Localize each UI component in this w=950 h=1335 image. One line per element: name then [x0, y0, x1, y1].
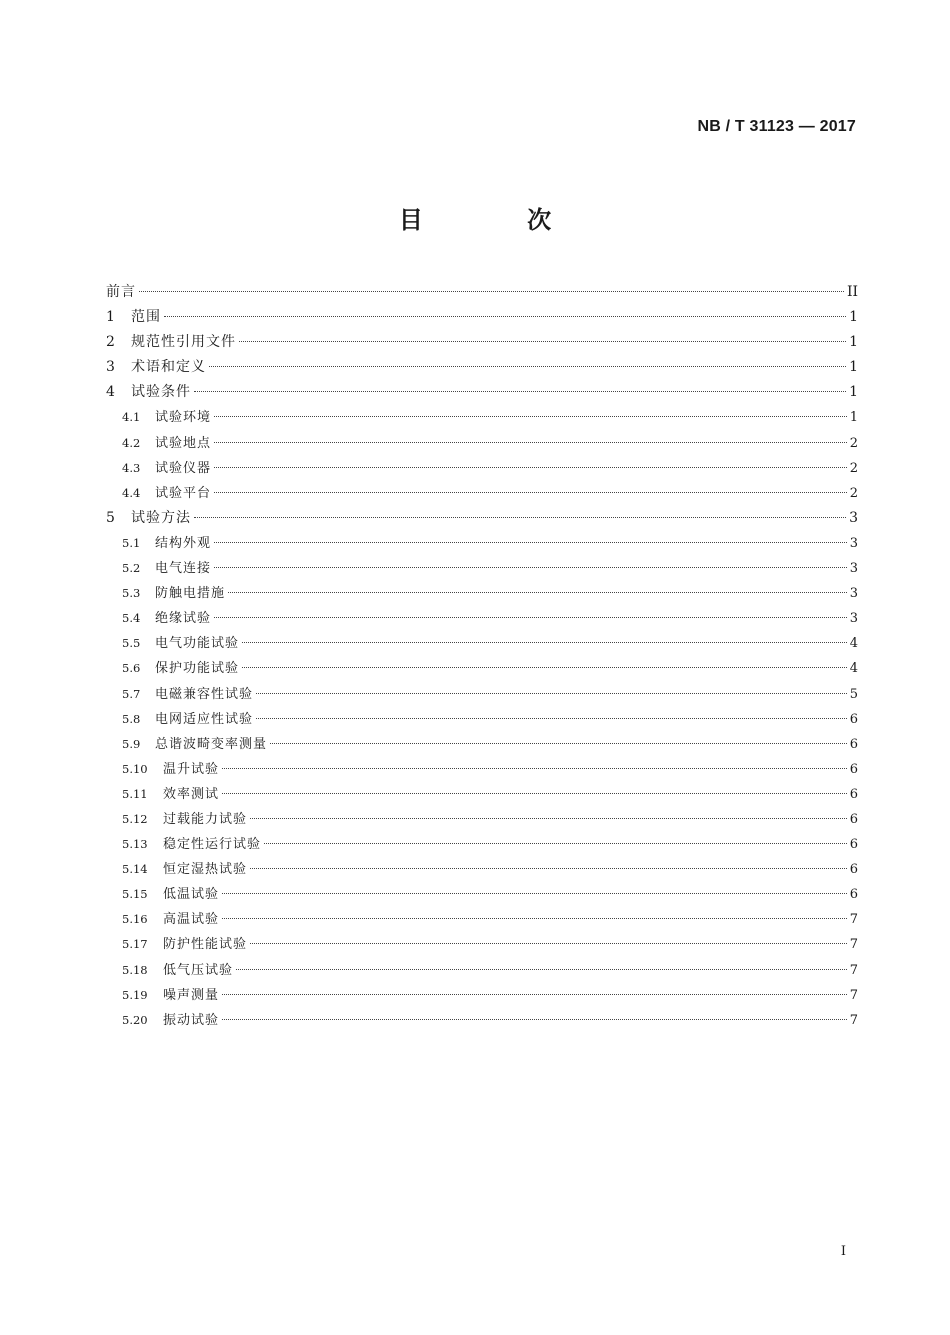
- toc-leader-dots: [236, 956, 847, 970]
- toc-entry-number: 5.9: [122, 736, 141, 751]
- toc-entry-title: 试验平台: [155, 485, 212, 501]
- toc-entry-number: 4.4: [122, 485, 141, 500]
- toc-leader-dots: [222, 755, 847, 769]
- toc-leader-dots: [214, 479, 847, 493]
- toc-entry-number: 1: [106, 309, 115, 326]
- toc-leader-dots: [214, 403, 847, 417]
- toc-entry-number: 5.11: [122, 786, 148, 801]
- toc-entry-title: 试验仪器: [155, 460, 212, 476]
- toc-entry-number: 5.7: [122, 686, 141, 701]
- page-title: 目 次: [398, 206, 600, 234]
- toc-entry-title: 防护性能试验: [163, 937, 248, 953]
- toc-entry-page: 7: [849, 912, 858, 928]
- toc-entry-number: 5.5: [122, 636, 141, 651]
- standard-number: NB / T 31123 — 2017: [697, 118, 856, 135]
- toc-entry-number: 5.19: [122, 987, 148, 1002]
- toc-leader-dots: [222, 780, 847, 794]
- toc-entry-title: 过载能力试验: [163, 811, 248, 827]
- toc-leader-dots: [214, 554, 847, 568]
- toc-entry-title: 范围: [131, 309, 161, 326]
- toc-leader-dots: [242, 654, 847, 668]
- toc-entry-page: 1: [849, 384, 858, 401]
- toc-entry-number: 3: [106, 359, 115, 376]
- toc-entry-page: 2: [849, 485, 858, 501]
- toc-entry-page: 7: [849, 987, 858, 1003]
- toc-entry-title: 效率测试: [163, 786, 220, 802]
- toc-leader-dots: [222, 1006, 847, 1020]
- toc-entry-number: 5.2: [122, 561, 141, 576]
- toc-entry-number: 5.1: [122, 535, 141, 550]
- toc-entry-number: 5.4: [122, 611, 141, 626]
- toc-entry-number: 5.10: [122, 761, 148, 776]
- toc-entry-page: 2: [849, 435, 858, 451]
- toc-entry-page: II: [846, 284, 858, 300]
- toc-entry-number: 5.17: [122, 937, 148, 952]
- toc-entry-page: 6: [849, 711, 858, 727]
- toc-leader-dots: [139, 277, 844, 292]
- toc-entry-title: 电磁兼容性试验: [155, 686, 254, 702]
- toc-entry-page: 1: [849, 309, 858, 326]
- toc-entry-title: 结构外观: [155, 535, 212, 551]
- toc-leader-dots: [194, 377, 846, 392]
- toc-entry-page: 7: [849, 962, 858, 978]
- toc-leader-dots: [250, 930, 847, 944]
- toc-leader-dots: [164, 302, 846, 317]
- toc-entry-title: 试验环境: [155, 410, 212, 426]
- toc-entry-page: 6: [849, 811, 858, 827]
- toc-leader-dots: [242, 629, 847, 643]
- toc-entry-page: 3: [849, 586, 858, 602]
- table-of-contents: [106, 281, 858, 1034]
- toc-entry-number: 5.3: [122, 586, 141, 601]
- toc-entry-title: 试验方法: [131, 509, 191, 526]
- toc-entry-number: 5.13: [122, 837, 148, 852]
- toc-entry-page: 2: [849, 460, 858, 476]
- toc-leader-dots: [214, 454, 847, 468]
- toc-entry-title: 振动试验: [163, 1012, 220, 1028]
- toc-entry-title: 低气压试验: [163, 962, 234, 978]
- toc-entry-number: 5: [106, 509, 115, 526]
- toc-leader-dots: [250, 805, 847, 819]
- toc-entry-page: 7: [849, 937, 858, 953]
- toc-entry-number: 5.18: [122, 962, 148, 977]
- toc-entry-title: 电气功能试验: [155, 636, 240, 652]
- toc-entry-number: 4: [106, 384, 115, 401]
- toc-leader-dots: [222, 981, 847, 995]
- toc-entry-page: 1: [849, 334, 858, 351]
- toc-entry-number: 4.1: [122, 410, 141, 425]
- toc-leader-dots: [256, 680, 847, 694]
- toc-entry-title: 保护功能试验: [155, 661, 240, 677]
- toc-entry-number: 4.3: [122, 460, 141, 475]
- toc-entry-page: 4: [849, 661, 858, 677]
- toc-entry-page: 1: [849, 359, 858, 376]
- toc-entry[interactable]: [106, 1009, 858, 1034]
- toc-entry-page: 7: [849, 1012, 858, 1028]
- toc-entry-title: 前言: [106, 284, 136, 300]
- toc-entry-title: 试验条件: [131, 384, 191, 401]
- toc-entry-page: 6: [849, 887, 858, 903]
- toc-entry-title: 防触电措施: [155, 586, 226, 602]
- toc-entry-number: 5.14: [122, 862, 148, 877]
- toc-leader-dots: [222, 905, 847, 919]
- toc-entry-title: 温升试验: [163, 761, 220, 777]
- toc-leader-dots: [194, 503, 846, 518]
- toc-entry-page: 1: [849, 410, 858, 426]
- toc-entry-title: 噪声测量: [163, 987, 220, 1003]
- toc-entry-page: 3: [849, 535, 858, 551]
- toc-leader-dots: [222, 880, 847, 894]
- toc-entry-title: 稳定性运行试验: [163, 837, 262, 853]
- toc-leader-dots: [209, 352, 846, 367]
- toc-entry-page: 3: [849, 509, 858, 526]
- toc-entry-page: 6: [849, 837, 858, 853]
- toc-entry-title: 总谐波畸变率测量: [155, 736, 268, 752]
- toc-entry-title: 规范性引用文件: [131, 334, 236, 351]
- toc-entry-title: 试验地点: [155, 435, 212, 451]
- page-number: I: [840, 1244, 846, 1259]
- toc-entry-title: 电气连接: [155, 561, 212, 577]
- toc-entry-page: 6: [849, 736, 858, 752]
- toc-entry-title: 术语和定义: [131, 359, 206, 376]
- toc-entry-page: 6: [849, 862, 858, 878]
- toc-entry-page: 6: [849, 786, 858, 802]
- toc-entry-number: 4.2: [122, 435, 141, 450]
- toc-leader-dots: [214, 529, 847, 543]
- toc-entry-title: 电网适应性试验: [155, 711, 254, 727]
- toc-leader-dots: [228, 579, 847, 593]
- toc-entry-number: 5.20: [122, 1012, 148, 1027]
- toc-leader-dots: [256, 705, 847, 719]
- toc-entry-number: 5.16: [122, 912, 148, 927]
- toc-leader-dots: [214, 429, 847, 443]
- toc-entry-number: 5.12: [122, 811, 148, 826]
- toc-leader-dots: [270, 730, 847, 744]
- toc-entry-page: 3: [849, 611, 858, 627]
- toc-leader-dots: [239, 327, 846, 342]
- toc-entry-number: 5.8: [122, 711, 141, 726]
- toc-leader-dots: [264, 830, 847, 844]
- toc-entry-page: 4: [849, 636, 858, 652]
- toc-entry-page: 6: [849, 761, 858, 777]
- toc-entry-title: 高温试验: [163, 912, 220, 928]
- toc-entry-number: 2: [106, 334, 115, 351]
- toc-entry-title: 恒定湿热试验: [163, 862, 248, 878]
- toc-leader-dots: [214, 604, 847, 618]
- toc-leader-dots: [250, 855, 847, 869]
- toc-entry-number: 5.15: [122, 887, 148, 902]
- toc-entry-title: 绝缘试验: [155, 611, 212, 627]
- toc-entry-number: 5.6: [122, 661, 141, 676]
- toc-entry-title: 低温试验: [163, 887, 220, 903]
- toc-entry-page: 5: [849, 686, 858, 702]
- toc-entry-page: 3: [849, 561, 858, 577]
